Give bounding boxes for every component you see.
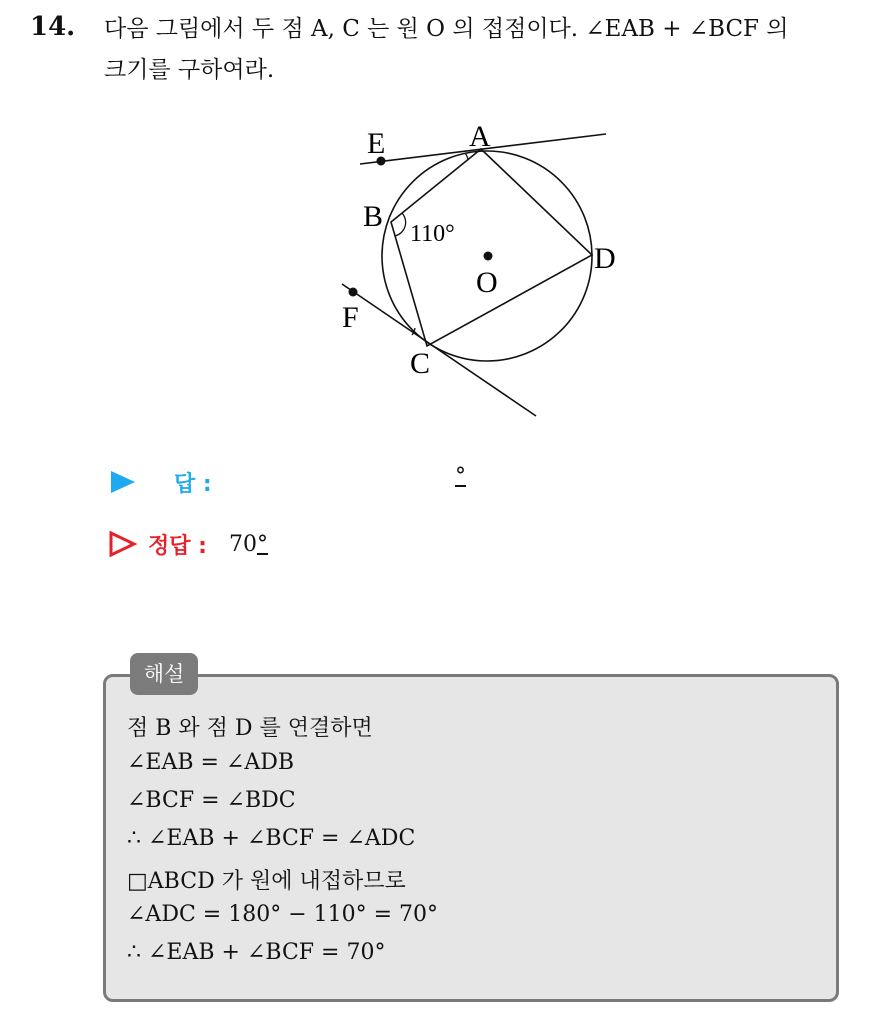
point-o	[484, 252, 493, 261]
label-c: C	[410, 347, 431, 380]
label-a: A	[469, 120, 491, 153]
label-d: D	[594, 242, 616, 275]
solution-line: ∠BCF = ∠BDC	[127, 788, 296, 813]
tangent-line-c	[342, 284, 536, 416]
answer-label: 답 :	[174, 471, 212, 497]
question-text-line2: 크기를 구하여라.	[104, 57, 275, 83]
label-o: O	[476, 266, 498, 299]
correct-answer-label: 정답 :	[148, 533, 207, 559]
answer-row	[108, 462, 466, 502]
play-arrow-icon	[108, 469, 138, 495]
solution-tag: 해설	[130, 653, 198, 695]
question-text-line1: 다음 그림에서 두 점 A, C 는 원 O 의 접점이다. ∠EAB + ∠BCF 의	[104, 16, 789, 42]
geometry-figure	[330, 110, 630, 430]
solution-line: ∠ADC = 180° − 110° = 70°	[127, 902, 439, 927]
angle-mark-a	[465, 153, 468, 159]
label-f: F	[342, 301, 359, 334]
solution-line: ∠EAB = ∠ADB	[127, 750, 295, 775]
point-f	[349, 288, 358, 297]
correct-answer-number: 70	[228, 531, 257, 557]
answer-blank[interactable]: °	[455, 464, 466, 489]
solution-line: 점 B 와 점 D 를 연결하면	[127, 716, 373, 741]
label-e: E	[367, 127, 386, 160]
correct-answer-row	[108, 524, 268, 564]
solution-line: □ABCD 가 원에 내접하므로	[127, 869, 406, 894]
correct-answer-unit: °	[256, 531, 268, 557]
outline-arrow-icon	[108, 530, 138, 558]
quadrilateral-abcd	[391, 149, 592, 346]
correct-answer-value	[229, 532, 268, 557]
label-angle: 110°	[410, 221, 455, 247]
solution-line: ∴ ∠EAB + ∠BCF = 70°	[127, 940, 386, 965]
question-number: 14.	[30, 12, 76, 42]
solution-line: ∴ ∠EAB + ∠BCF = ∠ADC	[127, 826, 416, 851]
label-b: B	[363, 200, 384, 233]
